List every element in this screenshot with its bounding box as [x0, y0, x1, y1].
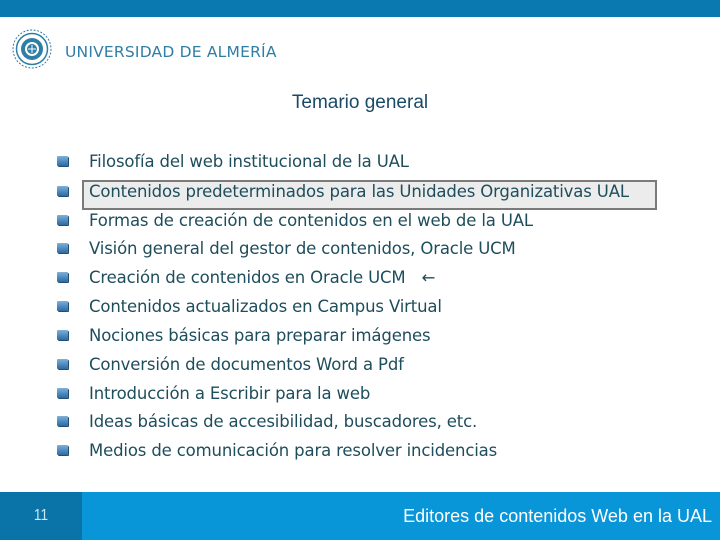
list-item-label: Visión general del gestor de contenidos, Oracle UCM	[89, 239, 516, 258]
list-item-label: Contenidos actualizados en Campus Virtual	[89, 297, 442, 316]
list-item-label: Introducción a Escribir para la web	[89, 384, 371, 403]
square-bullet-icon	[57, 156, 68, 166]
left-arrow-icon: ←	[421, 268, 436, 287]
square-bullet-icon	[57, 330, 68, 340]
list-item-label: Contenidos predeterminados para las Unidades Organizativas UAL	[89, 182, 629, 201]
list-item	[0, 209, 720, 233]
square-bullet-icon	[57, 359, 68, 369]
list-item-label: Conversión de documentos Word a Pdf	[89, 355, 404, 374]
list-item	[0, 382, 720, 406]
square-bullet-icon	[57, 186, 68, 196]
list-item-label: Medios de comunicación para resolver incidencias	[89, 441, 498, 460]
square-bullet-icon	[57, 445, 68, 455]
list-item	[0, 439, 720, 463]
top-bar	[0, 0, 720, 17]
square-bullet-icon	[57, 215, 68, 225]
list-item	[0, 324, 720, 348]
list-item-label: Creación de contenidos en Oracle UCM	[89, 268, 406, 287]
square-bullet-icon	[57, 416, 68, 426]
slide-title: Temario general	[291, 92, 429, 113]
institution-name: UNIVERSIDAD DE ALMERÍA	[65, 43, 277, 61]
footer-title: Editores de contenidos Web en la UAL	[403, 506, 712, 526]
slide-number: 11	[33, 507, 49, 524]
list-item-label-wrap	[89, 266, 435, 290]
square-bullet-icon	[57, 388, 68, 398]
list-item-label: Nociones básicas para preparar imágenes	[89, 326, 431, 345]
list-item-label: Formas de creación de contenidos en el web de la UAL	[89, 211, 533, 230]
list-item	[0, 410, 720, 434]
university-seal-icon	[12, 28, 52, 70]
square-bullet-icon	[57, 243, 68, 253]
list-item-current	[0, 266, 720, 290]
list-item	[0, 353, 720, 377]
square-bullet-icon	[57, 272, 68, 282]
list-item-label: Ideas básicas de accesibilidad, buscadores, etc.	[89, 412, 478, 431]
list-item	[0, 237, 720, 261]
list-item	[0, 295, 720, 319]
square-bullet-icon	[57, 301, 68, 311]
list-item-highlighted	[0, 180, 720, 204]
list-item	[0, 150, 720, 174]
list-item-label: Filosofía del web institucional de la UAL	[89, 152, 409, 171]
